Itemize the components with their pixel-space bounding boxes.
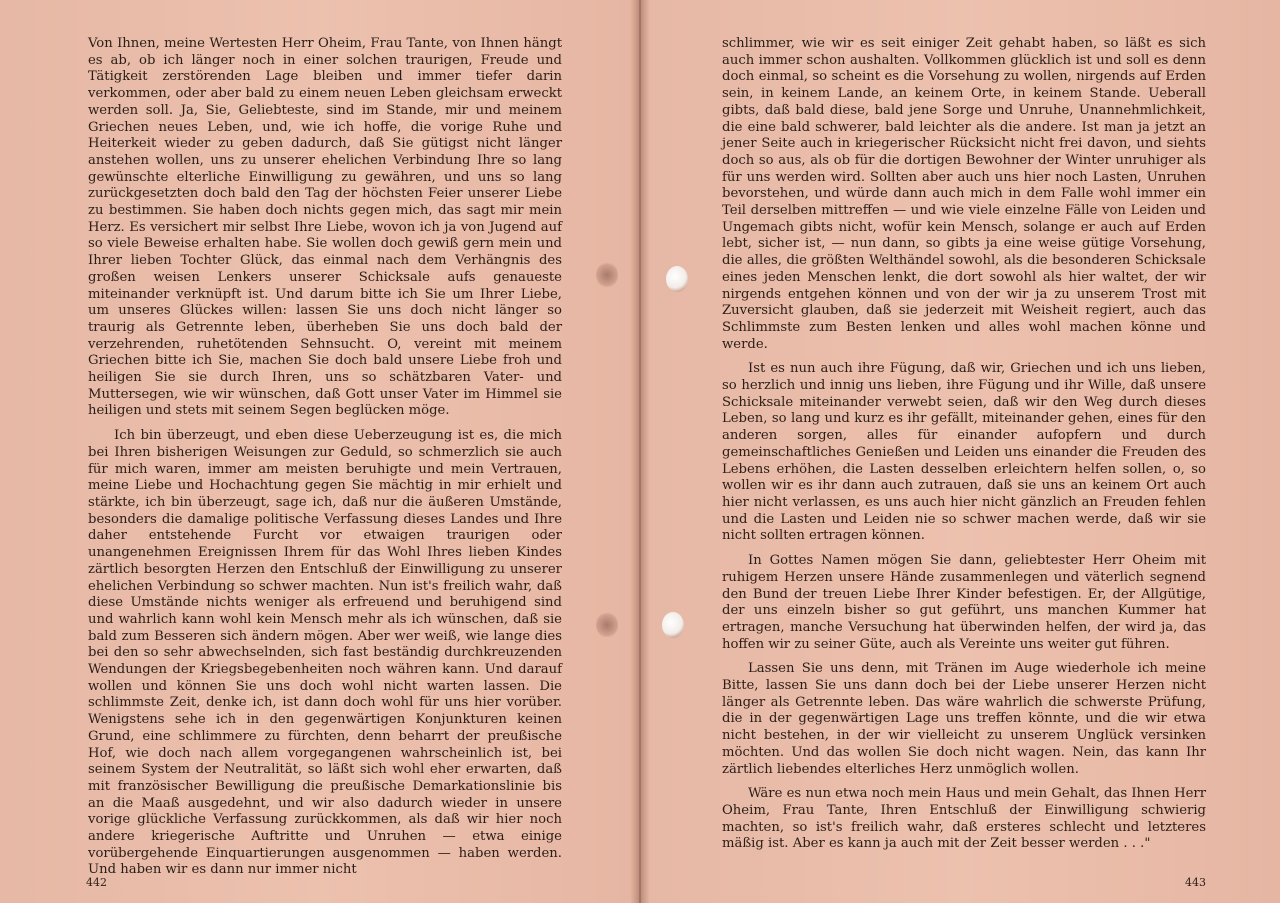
left-page xyxy=(0,0,638,903)
punch-hole-shadow-upper xyxy=(596,262,618,288)
punch-hole-lower xyxy=(662,612,684,638)
left-page-number: 442 xyxy=(86,876,107,889)
right-paragraph-5: Wäre es nun etwa noch mein Haus und mein Gehalt, das Ihnen Herr Oheim, Frau Tante, Ihren Entschluß der Einwilligung schwierig machten, so ist's freilich wahr, daß ersteres schlecht und letzteres mäßig ist. Aber es kann ja auch mit der Zeit besser werden . . ." xyxy=(722,786,1206,852)
right-page-body xyxy=(722,36,1206,853)
right-page-number: 443 xyxy=(1185,876,1206,889)
right-paragraph-3: In Gottes Namen mögen Sie dann, geliebtester Herr Oheim mit ruhigem Herzen unsere Hände zusammenlegen und väterlich segnend den Bund der treuen Liebe Ihrer Kinder befestigen. Er, der Allgütige, der uns einzeln bisher so gut geführt, uns manchen Kummer hat ertragen, manche Versuchung hat überwinden helfen, der wird ja, das hoffen wir zu seiner Güte, auch als Vereinte uns weiter gut führen. xyxy=(722,553,1206,652)
right-paragraph-1: schlimmer, wie wir es seit einiger Zeit gehabt haben, so läßt es sich auch immer schon aushalten. Vollkommen glücklich ist und soll es denn doch einmal, so scheint es die Vorsehung zu wollen, nirgends auf Erden sein, in keinem Lande, an keinem Orte, in keinem Stande. Ueberall gibts, daß bald diese, bald jene Sorge und Unruhe, Unannehmlichkeit, die eine bald schwerer, bald leichter als die andere. Ist man ja jetzt an jener Seite auch in kriegerischer Rücksicht nicht frei davon, und siehts doch so aus, als ob für die dortigen Bewohner der Winter unruhiger als für uns werden wird. Sollten aber auch uns hier noch Lasten, Unruhen bevorstehen, und würde dann auch mich in dem Falle wohl immer ein Teil derselben mittreffen — und wie viele einzelne Fälle von Leiden und Ungemach gibts nicht, wofür kein Mensch, solange er auch auf Erden lebt, sicher ist, — nun dann, so gibts ja eine weise gütige Vorsehung, die alles, die größten Welthändel sowohl, als die besonderen Schicksale eines jeden Menschen lenkt, die dort sowohl als hier waltet, der wir nirgends entgehen können und von der wir ja zu unserem Trost mit Zuversicht glauben, daß sie jederzeit mit Weisheit regiert, auch das Schlimmste zum Besten lenken und alles wohl machen könne und werde. xyxy=(722,36,1206,352)
left-page-body xyxy=(88,36,562,878)
right-paragraph-2: Ist es nun auch ihre Fügung, daß wir, Griechen und ich uns lieben, so herzlich und innig uns lieben, ihre Fügung und ihr Wille, daß unsere Schicksale miteinander verwebt seien, daß wir den Weg durch dieses Leben, so lang und kurz es ihr gefällt, miteinander gehen, eines für den anderen sorgen, alles für einander aufopfern und durch gemeinschaftliches Genießen und Leiden uns einander die Freuden des Lebens erhöhen, die Lasten desselben erleichtern helfen sollen, o, so wollen wir es ihr dann auch zutrauen, daß sie uns an keinem Ort auch hier nicht verlassen, es uns auch hier nicht gänzlich an Freuden fehlen und die Lasten und Leiden nie so schwer machen werde, daß wir sie nicht sollten ertragen können. xyxy=(722,361,1206,544)
right-page xyxy=(642,0,1280,903)
left-paragraph-1: Von Ihnen, meine Wertesten Herr Oheim, Frau Tante, von Ihnen hängt es ab, ob ich länger noch in einer solchen traurigen, Freude und Tätigkeit zerstörenden Lage bleiben und immer tiefer darin verkommen, oder aber bald zu einem neuen Leben gleichsam erweckt werden soll. Ja, Sie, Geliebteste, sind im Stande, mir und meinem Griechen neues Leben, und, wie ich hoffe, die vorige Ruhe und Heiterkeit wieder zu geben dadurch, daß Sie gütigst nicht länger anstehen wollen, uns zu unserer ehelichen Verbindung Ihre so lang gewünschte elterliche Einwilligung zu gewähren, und uns so lang zurückgesetzten doch bald den Tag der höchsten Feier unserer Liebe zu bestimmen. Sie haben doch nichts gegen mich, das sagt mir mein Herz. Es versichert mir selbst Ihre Liebe, wovon ich ja von Jugend auf so viele Beweise erhalten habe. Sie wollen doch gewiß gern mein und Ihrer lieben Tochter Glück, das einmal nach dem Verhängnis des großen weisen Lenkers unserer Schicksale aufs genaueste miteinander verknüpft ist. Und darum bitte ich Sie um Ihrer Liebe, um unseres Glückes willen: lassen Sie uns doch nicht länger so traurig als Getrennte leben, überheben Sie uns doch bald der verzehrenden, ruhetötenden Sehnsucht. O, vereint mit meinem Griechen bitte ich Sie, machen Sie doch bald unsere Liebe froh und heiligen Sie sie durch Ihren, uns so schätzbaren Vater- und Muttersegen, wie wir wünschen, daß Gott unser Vater im Himmel sie heiligen und stets mit seinem Segen beglücken möge. xyxy=(88,36,562,419)
punch-hole-upper xyxy=(666,266,688,292)
book-gutter xyxy=(630,0,650,903)
left-paragraph-2: Ich bin überzeugt, und eben diese Ueberzeugung ist es, die mich bei Ihren bisherigen Weisungen zur Geduld, so schmerzlich sie auch für mich waren, immer am meisten beruhigte und mein Vertrauen, meine Liebe und Hochachtung gegen Sie mächtig in mir erhielt und stärkte, ich bin überzeugt, sage ich, daß nur die äußeren Umstände, besonders die damalige politische Verfassung dieses Landes und Ihre daher entstehende Furcht vor etwaigen traurigen oder unangenehmen Ereignissen Ihrem für das Wohl Ihres lieben Kindes zärtlich besorgten Herzen den Entschluß der Einwilligung zu unserer ehelichen Verbindung so schwer machten. Nun ist's freilich wahr, daß diese Umstände nichts weniger als erfreuend und beruhigend sind und wahrlich kann wohl kein Mensch mehr als ich wünschen, daß sie bald zum Besseren sich ändern mögen. Aber wer weiß, wie lange dies bei den so sehr abwechselnden, sich fast beständig durchkreuzenden Wendungen der Kriegsbegebenheiten noch währen kann. Und darauf wollen und können Sie uns doch wohl nicht warten lassen. Die schlimmste Zeit, denke ich, ist dann doch wohl für uns hier vorüber. Wenigstens sehe ich in den gegenwärtigen Konjunkturen keinen Grund, eine schlimmere zu fürchten, denn beharrt der preußische Hof, wie doch nach allem vorgegangenen wahrscheinlich ist, bei seinem System der Neutralität, so läßt sich wohl eher erwarten, daß mit französischer Bewilligung die preußische Demarkationslinie bis an die Maaß ausgedehnt, und wir also dadurch wieder in unsere vorige glückliche Verfassung zurückkommen, als daß wir hier noch andere kriegerische Auftritte und Unruhen — etwa einige vorübergehende Einquartierungen ausgenommen — haben werden. Und haben wir es dann nur immer nicht xyxy=(88,428,562,878)
right-paragraph-4: Lassen Sie uns denn, mit Tränen im Auge wiederhole ich meine Bitte, lassen Sie uns dann doch bei der Liebe unserer Herzen nicht länger als Getrennte leben. Das wäre wahrlich die schwerste Prüfung, die in der gegenwärtigen Lage uns treffen könnte, und die wir etwa nicht bestehen, in der wir vielleicht zu unserem Unglück versinken möchten. Und das wollen Sie doch nicht wagen. Nein, das kann Ihr zärtlich liebendes elterliches Herz unmöglich wollen. xyxy=(722,661,1206,777)
punch-hole-shadow-lower xyxy=(596,612,618,638)
